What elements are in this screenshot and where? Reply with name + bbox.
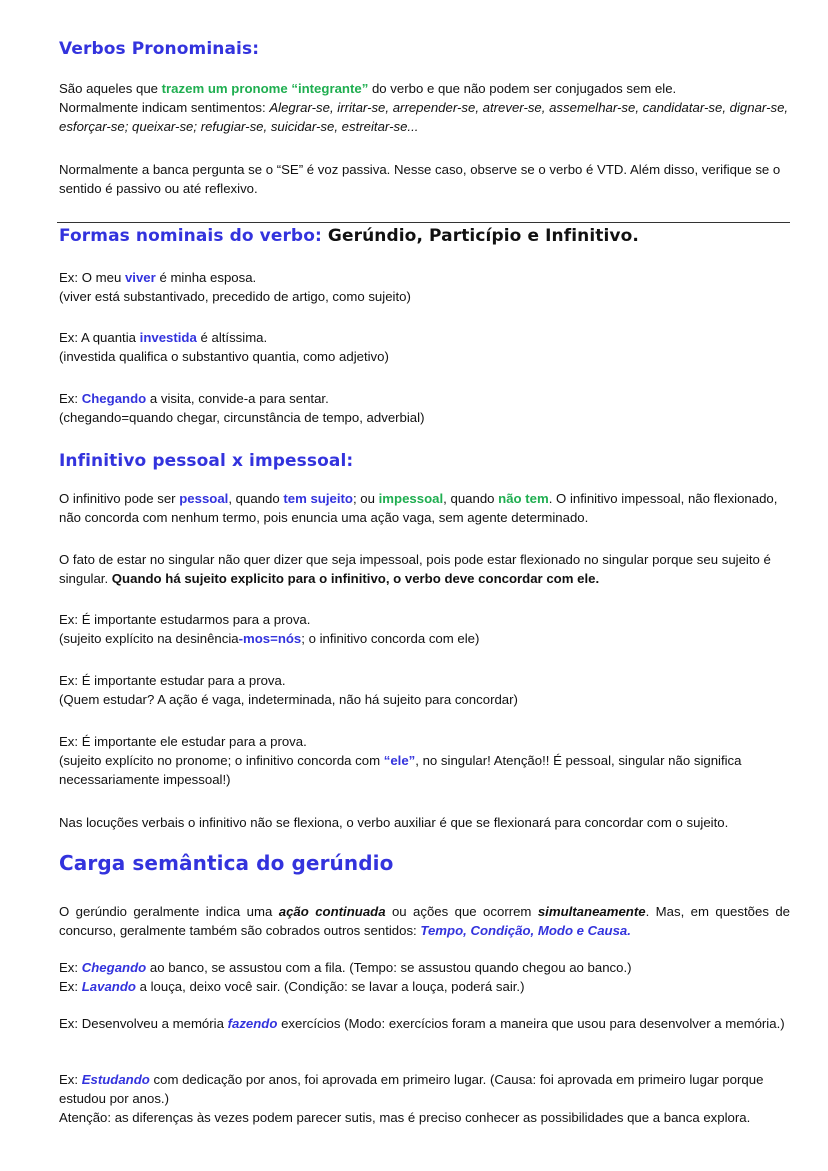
highlight-blue: -mos=nós	[238, 631, 302, 646]
example-note: (investida qualifica o substantivo quantia, como adjetivo)	[59, 349, 389, 364]
example-chegando	[59, 389, 790, 427]
examples-tempo-condicao	[59, 958, 790, 996]
text: Ex: O meu	[59, 270, 125, 285]
example-note: (Quem estudar? A ação é vaga, indeterminada, não há sujeito para concordar)	[59, 692, 518, 707]
text: , quando	[443, 491, 499, 506]
paragraph-pronominais-definition	[59, 79, 790, 136]
highlight-blue: Lavando	[81, 979, 136, 994]
highlight-green: trazem um pronome “integrante”	[161, 81, 369, 96]
heading-black-part: Gerúndio, Particípio e Infinitivo.	[327, 226, 639, 246]
example-investida	[59, 328, 790, 366]
paragraph-infinitivo-definition	[59, 489, 790, 527]
text: . Mas, em questões de concurso, geralmente também são cobrados outros sentidos:	[59, 904, 790, 938]
highlight-blue: tem sujeito	[283, 491, 353, 506]
bold-italic: ação continuada	[278, 904, 386, 919]
horizontal-divider	[57, 222, 790, 223]
text: Ex:	[59, 960, 82, 975]
text: ou ações que ocorrem	[385, 904, 538, 919]
example-note: (viver está substantivado, precedido de artigo, como sujeito)	[59, 289, 411, 304]
paragraph-voz-passiva: Normalmente a banca pergunta se o “SE” é voz passiva. Nesse caso, observe se o verbo é VTD. Além disso, verifique se o sentido é passivo ou até reflexivo.	[59, 162, 781, 196]
highlight-blue: fazendo	[227, 1016, 278, 1031]
text: , quando	[228, 491, 284, 506]
heading-carga-semantica: Carga semântica do gerúndio	[59, 851, 394, 875]
example-note: (chegando=quando chegar, circunstância de tempo, adverbial)	[59, 410, 425, 425]
text: ; ou	[352, 491, 379, 506]
paragraph-gerundio	[59, 902, 790, 940]
text: Ex:	[59, 391, 82, 406]
example-ele-estudar	[59, 732, 790, 789]
text: (sujeito explícito na desinência	[59, 631, 239, 646]
example-viver	[59, 268, 790, 306]
text: O infinitivo pode ser	[59, 491, 180, 506]
text: Ex: É importante ele estudar para a prova.	[59, 734, 307, 749]
text: a louça, deixo você sair. (Condição: se lavar a louça, poderá sair.)	[135, 979, 525, 994]
text: O fato de estar no singular não quer dizer que seja impessoal, pois pode estar flexionado no singular porque seu sujeito é singular.	[59, 552, 771, 586]
text: (sujeito explícito no pronome; o infinitivo concorda com	[59, 753, 384, 768]
heading-verbos-pronominais: Verbos Pronominais:	[59, 39, 260, 59]
text: Ex:	[59, 1072, 82, 1087]
text: , no singular! Atenção!! É pessoal, singular não significa necessariamente impessoal!)	[59, 753, 742, 787]
text: Ex:	[59, 979, 82, 994]
text: com dedicação por anos, foi aprovada em primeiro lugar. (Causa: foi aprovada em primeiro lugar porque estudou por anos.)	[59, 1072, 764, 1106]
highlight-green: impessoal	[378, 491, 444, 506]
text: exercícios (Modo: exercícios foram a maneira que usou para desenvolver a memória.)	[277, 1016, 785, 1031]
heading-formas-nominais	[59, 226, 639, 246]
text: é minha esposa.	[155, 270, 257, 285]
text: Normalmente indicam sentimentos:	[59, 100, 270, 115]
verb-examples-italic: Alegrar-se, irritar-se, arrepender-se, atrever-se, assemelhar-se, candidatar-se, dignar-se, esforçar-se; queixar-se; refugiar-se, suicidar-se, estreitar-se...	[59, 100, 789, 134]
text: O gerúndio geralmente indica uma	[59, 904, 279, 919]
heading-infinitivo-pessoal: Infinitivo pessoal x impessoal:	[59, 451, 354, 471]
highlight-blue: Estudando	[81, 1072, 150, 1087]
text: do verbo e que não podem ser conjugados sem ele.	[368, 81, 677, 96]
attention-note: Atenção: as diferenças às vezes podem parecer sutis, mas é preciso conhecer as possibilidades que a banca explora.	[59, 1110, 751, 1125]
text: São aqueles que	[59, 81, 162, 96]
text: Ex: A quantia	[59, 330, 140, 345]
text: Ex: É importante estudar para a prova.	[59, 673, 286, 688]
bold-italic: simultaneamente	[537, 904, 646, 919]
text: ao banco, se assustou com a fila. (Tempo: se assustou quando chegou ao banco.)	[146, 960, 632, 975]
example-condicao	[59, 977, 790, 996]
text: é altíssima.	[196, 330, 268, 345]
example-modo	[59, 1014, 790, 1033]
senses-highlight: Tempo, Condição, Modo e Causa.	[420, 923, 631, 938]
text: . O infinitivo impessoal, não flexionado, não concorda com nenhum termo, pois enuncia uma ação vaga, sem agente determinado.	[59, 491, 778, 525]
text: ; o infinitivo concorda com ele)	[301, 631, 480, 646]
paragraph-locucoes: Nas locuções verbais o infinitivo não se flexiona, o verbo auxiliar é que se flexionará para concordar com o sujeito.	[59, 815, 729, 830]
example-causa	[59, 1070, 790, 1127]
highlight-blue: Chegando	[81, 960, 147, 975]
paragraph-singular	[59, 550, 790, 588]
text: Ex: É importante estudarmos para a prova.	[59, 612, 311, 627]
bold-rule: Quando há sujeito explicito para o infinitivo, o verbo deve concordar com ele.	[111, 571, 600, 586]
heading-blue-part: Formas nominais do verbo:	[59, 226, 328, 246]
highlight-green: não tem	[498, 491, 549, 506]
highlight-blue: pessoal	[179, 491, 229, 506]
example-estudarmos	[59, 610, 790, 648]
example-estudar	[59, 671, 790, 709]
example-tempo	[59, 958, 790, 977]
highlight-blue: viver	[124, 270, 156, 285]
text: Ex: Desenvolveu a memória	[59, 1016, 228, 1031]
highlight-blue: investida	[139, 330, 197, 345]
highlight-blue: “ele”	[383, 753, 416, 768]
highlight-blue: Chegando	[81, 391, 147, 406]
text: a visita, convide-a para sentar.	[146, 391, 329, 406]
